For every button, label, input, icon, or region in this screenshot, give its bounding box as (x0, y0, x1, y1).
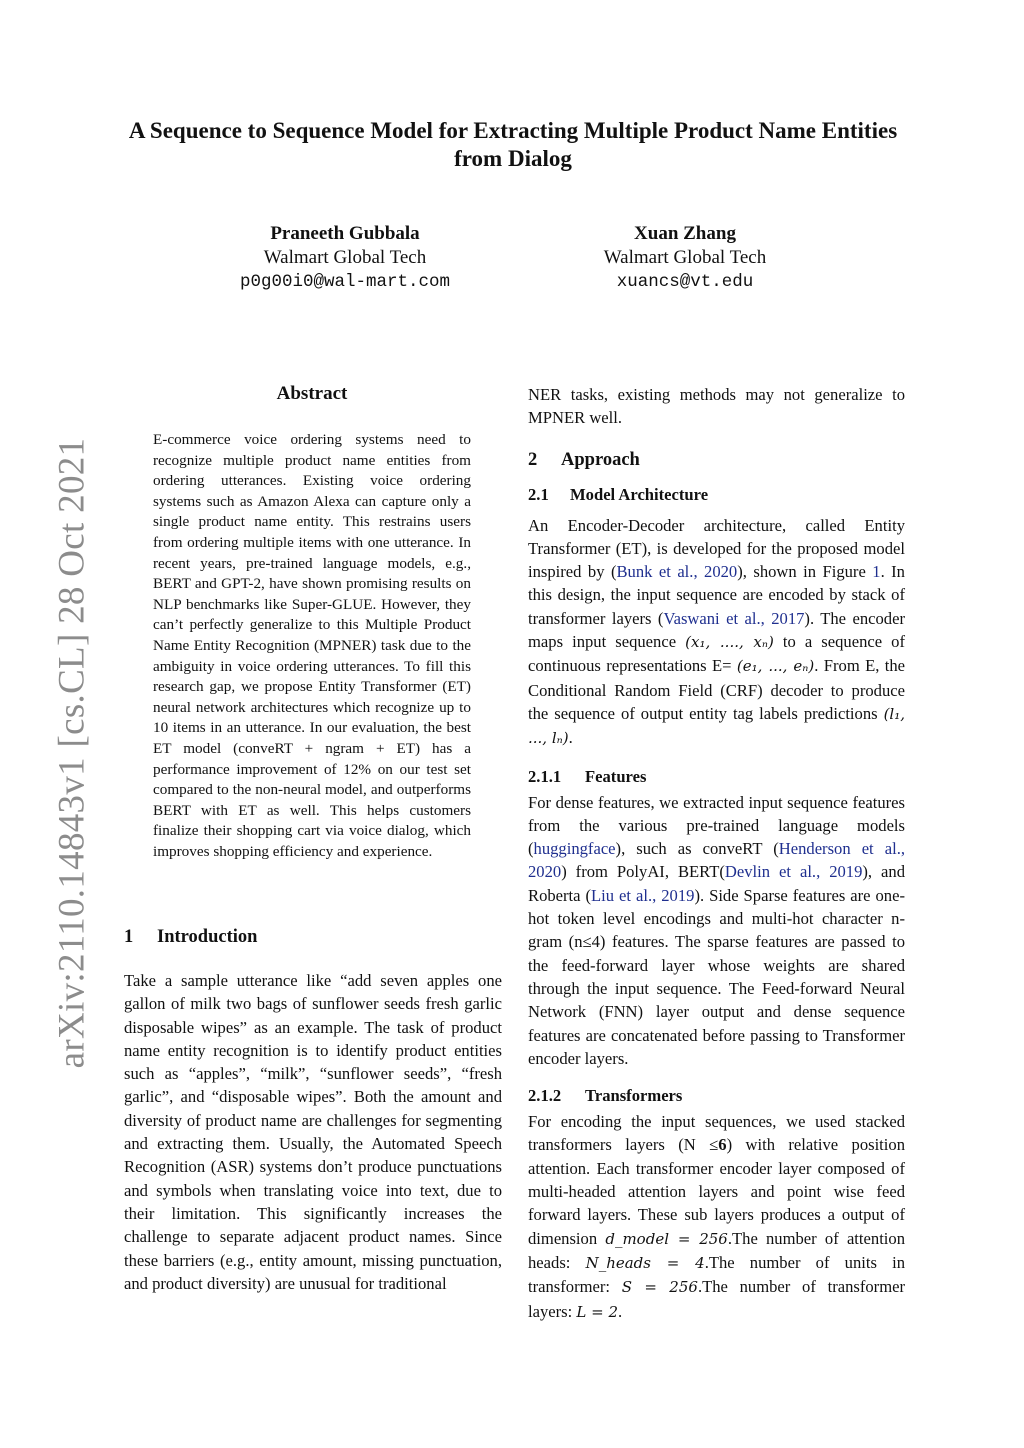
citation-link[interactable]: Bunk et al., 2020 (616, 562, 738, 582)
citation-link[interactable]: Devlin et al., 2019 (724, 862, 863, 882)
subsection-title: Features (585, 766, 647, 786)
paper-title: A Sequence to Sequence Model for Extracting Multiple Product Name Entities from Dialog (128, 118, 898, 171)
citation-link[interactable]: huggingface (533, 839, 616, 859)
math-input-sequence: (x₁, ...., xₙ) (685, 633, 774, 652)
intro-heading (124, 927, 502, 948)
subsection-number: 2.1.2 (528, 1086, 562, 1106)
arxiv-stamp: arXiv:2110.14843v1 [cs.CL] 28 Oct 2021 (51, 437, 93, 1069)
intro-text: Take a sample utterance like “add seven apples one gallon of milk two bags of sunflower seeds fresh garlic disposable wipes” as an example. The task of product name entity recognition is to identify product entities such as “apples”, “milk”, “sunflower seeds”, “fresh garlic”, and “disposable wipes”. Both the amount and diversity of product name are challenges for segmenting and extracting them. Usually, the Automated Speech Recognition (ASR) systems don’t produce punctuations and symbols when translating voice into text, due to their limitation. This significantly increases the challenge to separate adjacent product names. Since these barriers (e.g., entity amount, missing punctuation, and product diversity) are unusual for traditional (124, 971, 502, 1293)
subsection-title: Transformers (585, 1086, 683, 1106)
approach-heading (528, 450, 905, 471)
math-labels: (l₁, ..., lₙ) (528, 704, 905, 748)
features-text: For dense features, we extracted input sequence features from the various pre-trained language models (huggingface), such as conveRT (Henderson et al., 2020) from PolyAI, BERT(Devlin et al., 2019), and Roberta (Liu et al., 2019). Side Sparse features are one-hot token level encodings and multi-hot character n-gram (n≤4) features. The sparse features are passed to the feed-forward layer whose weights are shared through the input sequence. The Feed-forward Neural Network (FNN) layer output and dense sequence features are concatenated before passing to Transformer encoder layers. (528, 792, 905, 1068)
subsection-number: 2.1.1 (528, 766, 562, 786)
author-email[interactable]: p0g00i0@wal-mart.com (239, 272, 451, 292)
author-name: Xuan Zhang (634, 223, 736, 244)
author-email[interactable]: xuancs@vt.edu (616, 272, 754, 292)
transformers-heading (528, 1086, 905, 1106)
bold-value: 6 (718, 1135, 727, 1155)
math-s: S = 256 (621, 1278, 698, 1297)
abstract-text: E-commerce voice ordering systems need to recognize multiple product name entities from ordering utterances. Existing voice ordering systems such as Amazon Alexa can capture only a single product name entity. This restrains users from ordering multiple items with one utterance. In recent years, pre-trained language models, e.g., BERT and GPT-2, have shown promising results on NLP benchmarks like Super-GLUE. However, they can’t perfectly generalize to this Multiple Product Name Entity Recognition (MPNER) task due to the ambiguity in voice ordering utterances. To fill this research gap, we propose Entity Transformer (ET) neural network architectures which recognize up to 10 items in an utterance. In our evaluation, the best ET model (conveRT + ngram + ET) has a performance improvement of 12% on our test set compared to the non-neural model, and outperforms BERT with ET as well. This helps customers finalize their shopping cart via voice dialog, which improves shopping efficiency and experience. (153, 431, 471, 860)
math-d-model: d_model = 256 (605, 1229, 728, 1248)
author-affiliation: Walmart Global Tech (263, 247, 427, 268)
section-number: 2 (528, 449, 538, 470)
subsection-number: 2.1 (528, 484, 549, 504)
author-block-2 (535, 222, 835, 294)
intro-section (124, 927, 502, 1295)
intro-continuation: NER tasks, existing methods may not generalize to MPNER well. (528, 385, 905, 428)
section-title: Introduction (157, 927, 258, 947)
transformers-text: For encoding the input sequences, we used stacked transformers layers (N ≤6) with relative position attention. Each transformer encoder layer composed of multi-headed attention layers and point wise feed forward layers. These sub layers produces a output of dimension d_model = 256.The number of attention heads: N_heads = 4.The number of units in transformer: S = 256.The number of transformer layers: L = 2. (528, 1112, 906, 1321)
abstract-heading: Abstract (276, 383, 348, 404)
section-title: Approach (561, 449, 640, 470)
math-n-heads: N_heads = 4 (585, 1253, 705, 1272)
author-affiliation: Walmart Global Tech (603, 247, 767, 268)
model-architecture-text: An Encoder-Decoder architecture, called Entity Transformer (ET), is developed for the proposed model inspired by (Bunk et al., 2020), shown in Figure 1. In this design, the input sequence are encoded by stack of transformer layers (Vaswani et al., 2017). The encoder maps input sequence (x₁, ...., xₙ) to a sequence of continuous representations E= (e₁, ..., eₙ). From E, the Conditional Random Field (CRF) decoder to produce the sequence of output entity tag labels predictions (l₁, ..., lₙ). (528, 515, 906, 748)
right-column (528, 383, 905, 1324)
citation-link[interactable]: Henderson et al., 2020 (528, 839, 905, 882)
math-l: L = 2 (576, 1302, 618, 1321)
citation-link[interactable]: Vaswani et al., 2017 (663, 608, 805, 628)
model-architecture-heading (528, 485, 905, 505)
citation-link[interactable]: Liu et al., 2019 (591, 885, 695, 905)
author-block-1 (195, 222, 495, 294)
section-number: 1 (124, 927, 134, 947)
figure-link[interactable]: 1 (872, 562, 881, 582)
author-name: Praneeth Gubbala (270, 223, 420, 244)
subsection-title: Model Architecture (570, 484, 709, 504)
features-heading (528, 767, 905, 787)
math-representations: (e₁, ..., eₙ) (736, 657, 815, 676)
